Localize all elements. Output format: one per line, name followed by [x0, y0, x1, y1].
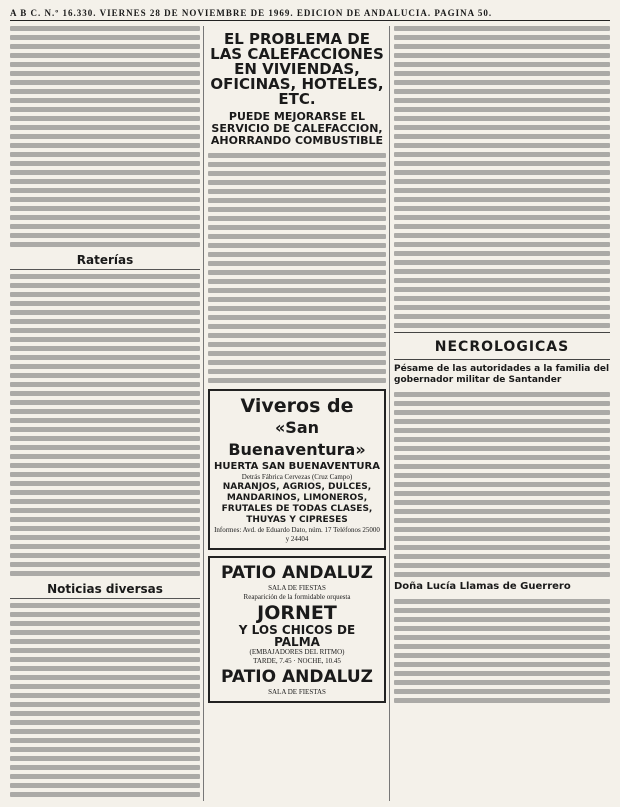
ad-name: «San Buenaventura» [228, 418, 366, 459]
obituary-title: Pésame de las autoridades a la familia del gobernador militar de Santander [394, 364, 610, 385]
article-text [208, 153, 386, 383]
column-3 [394, 26, 610, 801]
ad-times: TARDE, 7.45 · NOCHE, 10.45 [253, 657, 341, 665]
ad-footer-sub: SALA DE FIESTAS [268, 688, 326, 696]
ad-subtitle: SALA DE FIESTAS [268, 584, 326, 592]
ad-products: NARANJOS, AGRIOS, DULCES, MANDARINOS, LIMONEROS, FRUTALES DE TODAS CLASES, THUYAS Y CIPRESES [221, 482, 373, 525]
article-text [394, 392, 610, 577]
headline: EL PROBLEMA DE LAS CALEFACCIONES EN VIVIENDAS, OFICINAS, HOTELES, ETC. [210, 30, 384, 108]
obituary-title: Doña Lucía Llamas de Guerrero [394, 581, 571, 592]
ad-footer-title: PATIO ANDALUZ [220, 667, 374, 687]
divider [394, 332, 610, 333]
section-title-noticias: Noticias diversas [10, 582, 200, 599]
section-title-raterias: Raterías [10, 253, 200, 270]
section-title-necrologicas: NECROLOGICAS [434, 339, 570, 355]
column-1 [10, 26, 200, 801]
ad-patio-andaluz [208, 556, 386, 703]
column-2 [208, 26, 386, 801]
ad-act: JORNET [257, 602, 337, 624]
masthead: A B C. N.º 16.330. VIERNES 28 DE NOVIEMBRE DE 1969. EDICION DE ANDALUCIA. PAGINA 50. [10, 8, 610, 21]
ad-act: (EMBAJADORES DEL RITMO) [249, 648, 345, 656]
column-divider [389, 26, 390, 801]
divider [394, 359, 610, 360]
ad-act: Y LOS CHICOS DE PALMA [238, 623, 356, 649]
article-text [10, 274, 200, 576]
article-text [394, 599, 610, 703]
ad-title: Viveros de [240, 395, 354, 417]
column-divider [203, 26, 204, 801]
article-text [394, 26, 610, 328]
article-text [10, 26, 200, 247]
ad-title: PATIO ANDALUZ [220, 563, 374, 583]
subheadline: PUEDE MEJORARSE EL SERVICIO DE CALEFACCION, AHORRANDO COMBUSTIBLE [210, 110, 384, 147]
ad-viveros [208, 389, 386, 550]
ad-line: HUERTA SAN BUENAVENTURA [214, 461, 380, 472]
ad-note: Reaparición de la formidable orquesta [243, 593, 351, 601]
ad-line: Detrás Fábrica Cervezas (Cruz Campo) [241, 473, 353, 481]
ad-contact: Informes: Avd. de Eduardo Dato, núm. 17 Teléfonos 25000 y 24404 [214, 526, 380, 543]
article-text [10, 603, 200, 801]
